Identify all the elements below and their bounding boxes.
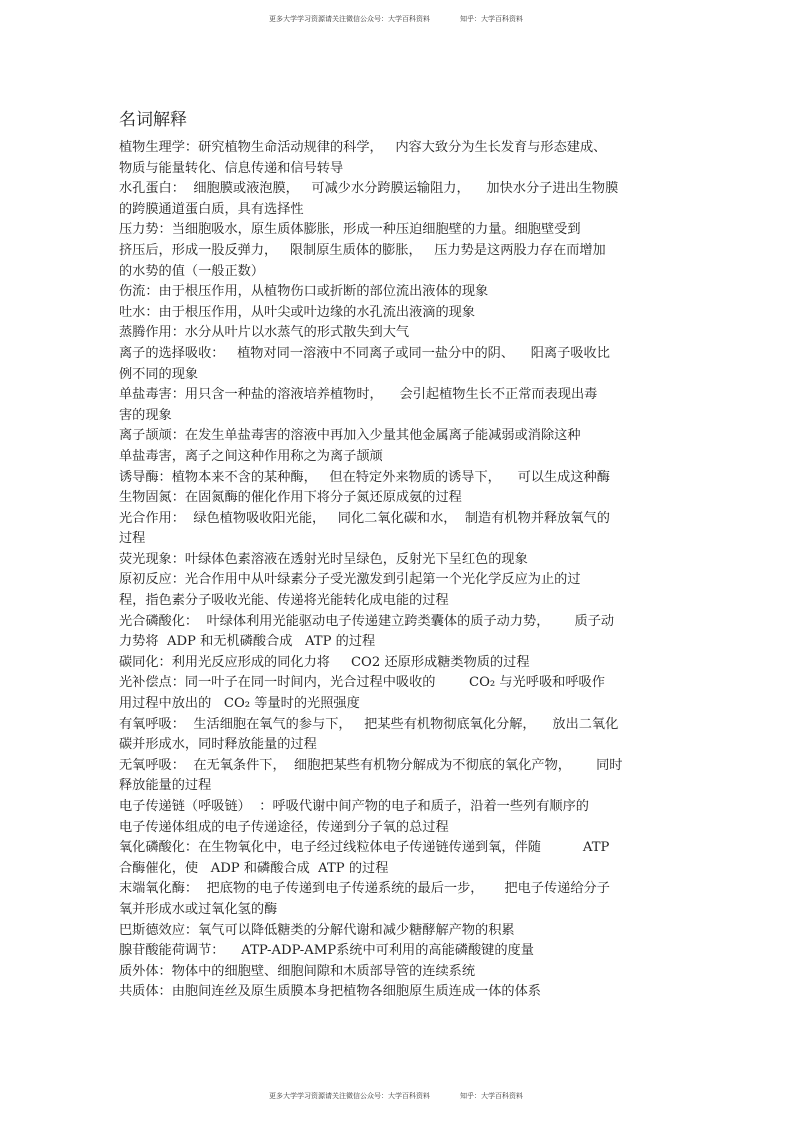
glossary-entry bbox=[119, 673, 679, 714]
footer-wechat-note: 更多大学学习资源请关注微信公众号：大学百科资料 bbox=[269, 1092, 430, 1100]
glossary-entry bbox=[119, 179, 679, 220]
glossary-entry bbox=[119, 797, 679, 838]
glossary-entry-line: 水孔蛋白： 细胞膜或液泡膜， 可减少水分跨膜运输阻力， 加快水分子进出生物膜 bbox=[119, 181, 619, 197]
glossary-entry-line: 离子颉颃：在发生单盐毒害的溶液中再加入少量其他金属离子能减弱或消除这种 bbox=[119, 428, 581, 444]
glossary-entry-line: 单盐毒害，离子之间这种作用称之为离子颉颃 bbox=[119, 448, 383, 464]
document-body bbox=[119, 108, 679, 1003]
glossary-entry bbox=[119, 488, 679, 509]
glossary-entry-line: 有氧呼吸： 生活细胞在氧气的参与下， 把某些有机物彻底氧化分解， 放出二氧化 bbox=[119, 716, 619, 732]
glossary-entry-line: 的跨膜通道蛋白质，具有选择性 bbox=[119, 201, 304, 217]
glossary-entry-line: 生物固氮：在固氮酶的催化作用下将分子氮还原成氨的过程 bbox=[119, 490, 462, 506]
glossary-entry bbox=[119, 756, 679, 797]
glossary-entry bbox=[119, 838, 679, 879]
glossary-entry bbox=[119, 303, 679, 324]
page-footer bbox=[0, 1091, 792, 1101]
glossary-entry-line: 例不同的现象 bbox=[119, 366, 199, 382]
glossary-list bbox=[119, 138, 679, 1003]
glossary-entry-line: 碳并形成水，同时释放能量的过程 bbox=[119, 737, 317, 753]
glossary-entry-line: 的水势的值（一般正数） bbox=[119, 263, 265, 279]
glossary-entry-line: 过程 bbox=[119, 531, 146, 547]
glossary-entry bbox=[119, 715, 679, 756]
glossary-entry-line: 单盐毒害：用只含一种盐的溶液培养植物时， 会引起植物生长不正常而表现出毒 bbox=[119, 387, 598, 403]
document-title: 名词解释 bbox=[119, 110, 187, 130]
glossary-entry bbox=[119, 468, 679, 489]
glossary-entry-line: 氧并形成水或过氧化氢的酶 bbox=[119, 901, 278, 917]
glossary-entry bbox=[119, 941, 679, 962]
glossary-entry bbox=[119, 879, 679, 920]
glossary-entry-line: 电子传递体组成的电子传递途径，传递到分子氧的总过程 bbox=[119, 819, 449, 835]
glossary-entry-line: 害的现象 bbox=[119, 407, 172, 423]
glossary-entry bbox=[119, 982, 679, 1003]
glossary-entry-line: 腺苷酸能荷调节： ATP-ADP-AMP系统中可利用的高能磷酸键的度量 bbox=[119, 943, 534, 959]
glossary-entry-line: 程，指色素分子吸收光能、传递将光能转化成电能的过程 bbox=[119, 593, 449, 609]
glossary-entry-line: 蒸腾作用：水分从叶片以水蒸气的形式散失到大气 bbox=[119, 325, 410, 341]
glossary-entry-line: 末端氧化酶： 把底物的电子传递到电子传递系统的最后一步， 把电子传递给分子 bbox=[119, 881, 610, 897]
glossary-entry-line: 电子传递链（呼吸链） ：呼吸代谢中间产物的电子和质子，沿着一些列有顺序的 bbox=[119, 799, 589, 814]
footer-zhihu-note: 知乎：大学百科资料 bbox=[460, 1092, 523, 1100]
glossary-entry-line: 用过程中放出的 CO₂ 等量时的光照强度 bbox=[119, 696, 360, 712]
glossary-entry bbox=[119, 426, 679, 467]
header-wechat-note: 更多大学学习资源请关注微信公众号：大学百科资料 bbox=[269, 15, 430, 23]
glossary-entry-line: 质外体：物体中的细胞壁、细胞间隙和木质部导管的连续系统 bbox=[119, 963, 476, 979]
glossary-entry-line: 合酶催化，使 ADP 和磷酸合成 ATP 的过程 bbox=[119, 860, 389, 876]
glossary-entry bbox=[119, 962, 679, 983]
glossary-entry-line: 力势将 ADP 和无机磷酸合成 ATP 的过程 bbox=[119, 634, 376, 650]
glossary-entry-line: 光补偿点：同一叶子在同一时间内，光合过程中吸收的 CO₂ 与光呼吸和呼吸作 bbox=[119, 675, 605, 691]
glossary-entry bbox=[119, 220, 679, 282]
glossary-entry-line: 伤流：由于根压作用，从植物伤口或折断的部位流出液体的现象 bbox=[119, 284, 489, 300]
glossary-entry-line: 离子的选择吸收： 植物对同一溶液中不同离子或同一盐分中的阴、 阳离子吸收比 bbox=[119, 345, 610, 361]
glossary-entry-line: 挤压后，形成一股反弹力， 限制原生质体的膨胀， 压力势是这两股力存在而增加 bbox=[119, 242, 606, 258]
glossary-entry-line: 释放能量的过程 bbox=[119, 778, 212, 794]
glossary-entry-line: 光合磷酸化： 叶绿体利用光能驱动电子传递建立跨类囊体的质子动力势， 质子动 bbox=[119, 613, 615, 629]
glossary-entry bbox=[119, 138, 679, 179]
header-zhihu-note: 知乎：大学百科资料 bbox=[460, 15, 523, 23]
glossary-entry bbox=[119, 653, 679, 674]
glossary-entry bbox=[119, 385, 679, 426]
glossary-entry-line: 诱导酶：植物本来不含的某种酶， 但在特定外来物质的诱导下， 可以生成这种酶 bbox=[119, 469, 610, 485]
glossary-entry-line: 光合作用： 绿色植物吸收阳光能， 同化二氧化碳和水， 制造有机物并释放氧气的 bbox=[119, 510, 610, 526]
glossary-entry-line: 无氧呼吸： 在无氧条件下， 细胞把某些有机物分解成为不彻底的氧化产物， 同时 bbox=[119, 757, 623, 773]
glossary-entry bbox=[119, 570, 679, 611]
glossary-entry-line: 巴斯德效应：氧气可以降低糖类的分解代谢和减少糖酵解产物的积累 bbox=[119, 922, 515, 938]
glossary-entry bbox=[119, 509, 679, 550]
glossary-entry-line: 植物生理学：研究植物生命活动规律的科学， 内容大致分为生长发育与形态建成、 bbox=[119, 140, 607, 155]
glossary-entry-line: 压力势：当细胞吸水，原生质体膨胀，形成一种压迫细胞壁的力量。细胞壁受到 bbox=[119, 222, 581, 238]
glossary-entry bbox=[119, 612, 679, 653]
glossary-entry bbox=[119, 344, 679, 385]
glossary-entry-line: 吐水：由于根压作用，从叶尖或叶边缘的水孔流出液滴的现象 bbox=[119, 304, 476, 320]
glossary-entry-line: 氧化磷酸化：在生物氧化中，电子经过线粒体电子传递链传递到氧，伴随 ATP bbox=[119, 840, 610, 856]
glossary-entry-line: 原初反应：光合作用中从叶绿素分子受光激发到引起第一个光化学反应为止的过 bbox=[119, 572, 581, 588]
page-header bbox=[0, 14, 792, 24]
glossary-entry bbox=[119, 550, 679, 571]
glossary-entry-line: 荧光现象：叶绿体色素溶液在透射光时呈绿色，反射光下呈红色的现象 bbox=[119, 551, 528, 567]
glossary-entry bbox=[119, 921, 679, 942]
glossary-entry bbox=[119, 323, 679, 344]
glossary-entry-line: 共质体：由胞间连丝及原生质膜本身把植物各细胞原生质连成一体的体系 bbox=[119, 984, 541, 1000]
glossary-entry-line: 碳同化：利用光反应形成的同化力将 CO2 还原形成糖类物质的过程 bbox=[119, 654, 530, 670]
glossary-entry bbox=[119, 282, 679, 303]
glossary-entry-line: 物质与能量转化、信息传递和信号转导 bbox=[119, 160, 344, 176]
